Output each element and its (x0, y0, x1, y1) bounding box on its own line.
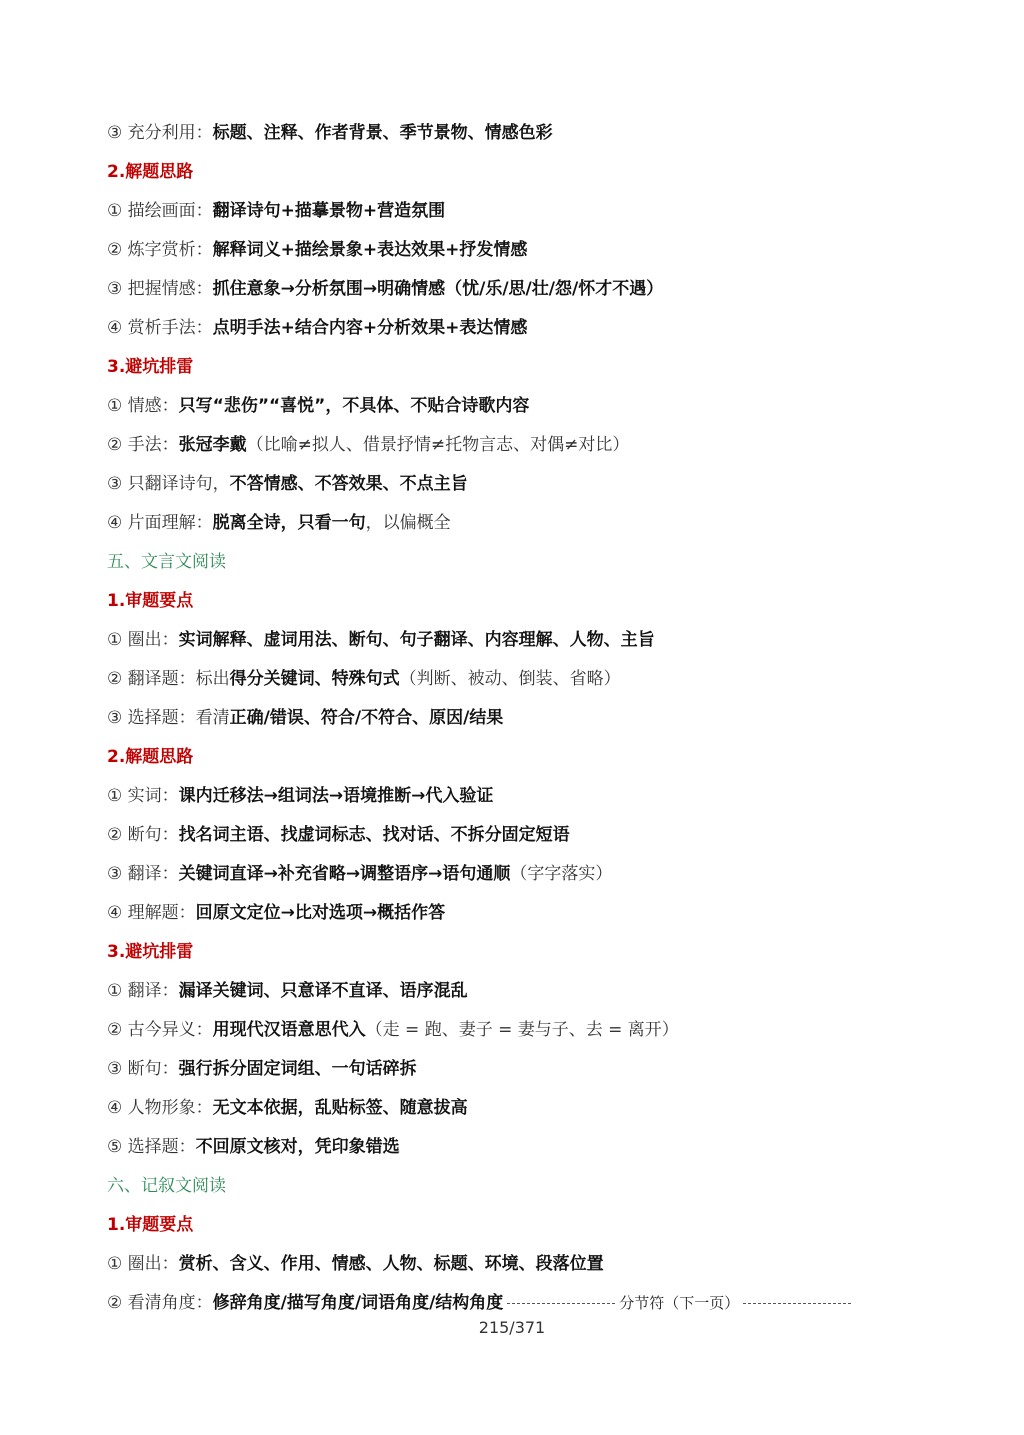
item-label: ④ 人物形象： (107, 1098, 213, 1118)
item-note: （走 = 跑、妻子 = 妻与子、去 = 离开） (365, 1020, 679, 1040)
item-key-text: 赏析、含义、作用、情感、人物、标题、环境、段落位置 (178, 1254, 604, 1274)
item-label: ② 古今异义： (107, 1020, 213, 1040)
item-label: ③ 选择题：看清 (107, 708, 230, 728)
list-item (107, 121, 904, 145)
list-item (107, 667, 904, 691)
item-label: ③ 断句： (107, 1059, 179, 1079)
list-item (107, 238, 904, 262)
item-label: ① 圈出： (107, 630, 179, 650)
list-item (107, 1018, 904, 1042)
item-label: ② 翻译题：标出 (107, 669, 230, 689)
item-label: ② 断句： (107, 825, 179, 845)
item-note: （判断、被动、倒装、省略） (399, 669, 621, 689)
item-key-text: 课内迁移法→组词法→语境推断→代入验证 (178, 786, 494, 806)
list-item (107, 316, 904, 340)
subsection-heading: 3.避坑排雷 (107, 357, 194, 377)
item-key-text: 无文本依据，乱贴标签、随意拔高 (212, 1098, 468, 1118)
list-item (107, 706, 904, 730)
section-heading: 五、文言文阅读 (107, 552, 226, 572)
item-key-text: 修辞角度/描写角度/词语角度/结构角度 (212, 1293, 504, 1313)
item-key-text: 得分关键词、特殊句式 (229, 669, 400, 689)
section-break-dash-left (507, 1303, 615, 1304)
list-item (107, 1057, 904, 1081)
item-key-text: 关键词直译→补充省略→调整语序→语句通顺 (178, 864, 511, 884)
item-label: ① 情感： (107, 396, 179, 416)
item-note: （比喻≠拟人、借景抒情≠托物言志、对偶≠对比） (246, 435, 630, 455)
section-heading: 六、记叙文阅读 (107, 1176, 226, 1196)
list-item (107, 823, 904, 847)
list-item (107, 901, 904, 925)
section-break-dash-right (743, 1303, 851, 1304)
subsection-heading: 2.解题思路 (107, 747, 194, 767)
subsection-heading: 1.审题要点 (107, 591, 194, 611)
item-key-text: 张冠李戴 (178, 435, 247, 455)
item-key-text: 用现代汉语意思代入 (212, 1020, 366, 1040)
item-key-text: 抓住意象→分析氛围→明确情感（忧/乐/思/壮/怨/怀才不遇） (212, 279, 664, 299)
list-item (107, 1252, 904, 1276)
item-key-text: 点明手法+结合内容+分析效果+表达情感 (212, 318, 528, 338)
item-label: ④ 片面理解： (107, 513, 213, 533)
item-label: ② 炼字赏析： (107, 240, 213, 260)
item-label: ① 实词： (107, 786, 179, 806)
item-key-text: 翻译诗句+描摹景物+营造氛围 (212, 201, 446, 221)
list-item (107, 277, 904, 301)
item-key-text: 解释词义+描绘景象+表达效果+抒发情感 (212, 240, 528, 260)
item-key-text: 不答情感、不答效果、不点主旨 (229, 474, 468, 494)
list-item (107, 1291, 904, 1315)
item-key-text: 回原文定位→比对选项→概括作答 (195, 903, 446, 923)
item-label: ③ 只翻译诗句， (107, 474, 230, 494)
list-item (107, 199, 904, 223)
list-item (107, 394, 904, 418)
list-item (107, 1096, 904, 1120)
item-key-text: 正确/错误、符合/不符合、原因/结果 (229, 708, 504, 728)
list-item (107, 862, 904, 886)
list-item (107, 979, 904, 1003)
item-key-text: 漏译关键词、只意译不直译、语序混乱 (178, 981, 468, 1001)
item-key-text: 强行拆分固定词组、一句话碎拆 (178, 1059, 417, 1079)
item-label: ④ 赏析手法： (107, 318, 213, 338)
item-key-text: 实词解释、虚词用法、断句、句子翻译、内容理解、人物、主旨 (178, 630, 655, 650)
item-label: ② 手法： (107, 435, 179, 455)
item-label: ② 看清角度： (107, 1293, 213, 1313)
item-key-text: 只写“悲伤”“喜悦”，不具体、不贴合诗歌内容 (178, 396, 530, 416)
item-label: ③ 把握情感： (107, 279, 213, 299)
item-note: ，以偏概全 (365, 513, 451, 533)
list-item (107, 433, 904, 457)
subsection-heading: 1.审题要点 (107, 1215, 194, 1235)
item-key-text: 标题、注释、作者背景、季节景物、情感色彩 (212, 123, 553, 143)
page-number: 215/371 (478, 1318, 546, 1337)
list-item (107, 1135, 904, 1159)
item-label: ③ 充分利用： (107, 123, 213, 143)
item-note: （字字落实） (510, 864, 613, 884)
list-item (107, 511, 904, 535)
list-item (107, 784, 904, 808)
item-label: ⑤ 选择题： (107, 1137, 196, 1157)
item-key-text: 脱离全诗，只看一句 (212, 513, 366, 533)
subsection-heading: 3.避坑排雷 (107, 942, 194, 962)
subsection-heading: 2.解题思路 (107, 162, 194, 182)
list-item (107, 628, 904, 652)
section-break-label: 分节符（下一页） (619, 1294, 740, 1312)
item-label: ① 翻译： (107, 981, 179, 1001)
item-label: ③ 翻译： (107, 864, 179, 884)
item-key-text: 不回原文核对，凭印象错选 (195, 1137, 400, 1157)
item-label: ④ 理解题： (107, 903, 196, 923)
item-label: ① 描绘画面： (107, 201, 213, 221)
item-key-text: 找名词主语、找虚词标志、找对话、不拆分固定短语 (178, 825, 570, 845)
item-label: ① 圈出： (107, 1254, 179, 1274)
list-item (107, 472, 904, 496)
